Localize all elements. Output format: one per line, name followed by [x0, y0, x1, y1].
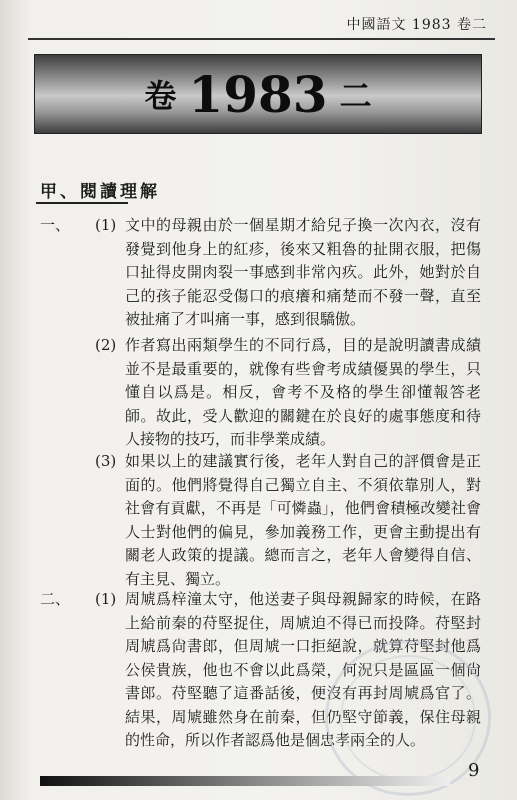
- answer-paragraph: 周虓爲梓潼太守，他送妻子與母親歸家的時候，在路上給前秦的苻堅捉住，周虓迫不得已而投降。苻堅封周虓爲尙書郎，但周虓一口拒絕說，就算苻堅封他爲公侯貴族，他也不會以此爲榮，何況只是區區一個尙書郎。苻堅聽了這番話後，便沒有再封周虓爲官了。結果，周虓雖然身在前秦，但仍堅守節義，保住母親的性命，所以作者認爲他是個忠孝兩全的人。: [125, 590, 481, 749]
- item-label: (2): [95, 336, 117, 354]
- header-rule: [28, 38, 495, 40]
- chapter-title-banner: [34, 54, 482, 134]
- title-year: 1983: [188, 64, 328, 124]
- running-header: 中國語文 1983 卷二: [346, 17, 487, 33]
- item-label: (1): [95, 590, 117, 608]
- title-suffix: 二: [339, 77, 372, 115]
- answer-paragraph: 文中的母親由於一個星期才給兒子換一次內衣，沒有發覺到他身上的紅疹，後來又粗魯的扯開衣服，把傷口扯得皮開肉裂一事感到非常內疚。此外，她對於自己的孩子能忍受傷口的痕癢和痛楚而不發一聲，直至被扯痛了才叫痛一事，感到很驕傲。: [125, 216, 481, 328]
- section-underline: [36, 202, 128, 204]
- question-number: 二、: [40, 590, 71, 608]
- item-label: (1): [95, 216, 117, 234]
- answer-paragraph: 作者寫出兩類學生的不同行爲，目的是說明讀書成績並不是最重要的，就像有些會考成績優異的學生，只懂自以爲是。相反，會考不及格的學生卻懂報答老師。故此，受人歡迎的關鍵在於良好的處事態度和待人接物的技巧，而非學業成績。: [125, 336, 481, 448]
- watermark-stamp: [325, 640, 491, 796]
- title-prefix: 卷: [144, 77, 177, 115]
- section-title: 甲、閱讀理解: [40, 182, 160, 202]
- answer-paragraph: 如果以上的建議實行後，老年人對自己的評價會是正面的。他們將覺得自己獨立自主、不須依靠別人，對社會有貢獻，不再是「可憐蟲」，他們會積極改變社會人士對他們的偏見，參加義務工作，更會主動提出有關老人政策的提議。總而言之，老年人會變得自信、有主見、獨立。: [125, 452, 481, 588]
- page-number: 9: [468, 760, 480, 781]
- stamp-ring: [340, 655, 476, 781]
- question-number: 一、: [40, 216, 71, 234]
- footer-bar: [40, 776, 450, 786]
- item-label: (3): [95, 452, 117, 470]
